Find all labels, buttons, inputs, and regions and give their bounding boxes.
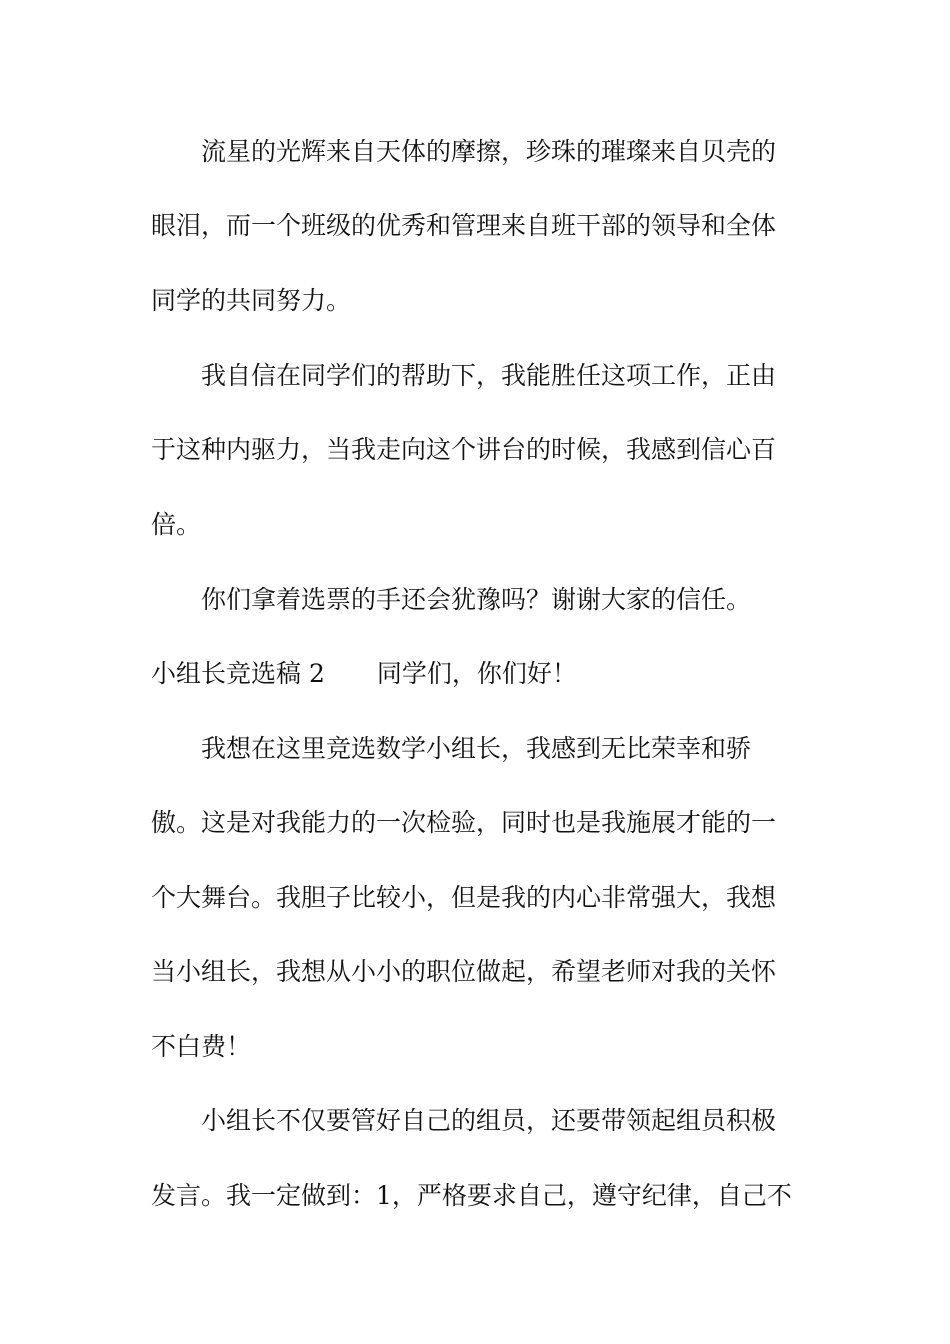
text-line: 于这种内驱力，当我走向这个讲台的时候，我感到信心百	[151, 435, 777, 464]
text-line: 发言。我一定做到：1，严格要求自己，遵守纪律，自己不	[151, 1181, 792, 1210]
text-line: 我想在这里竞选数学小组长，我感到无比荣幸和骄	[201, 734, 752, 763]
text-line: 倍。	[151, 510, 202, 539]
text-line: 同学的共同努力。	[151, 286, 352, 315]
text-line: 你们拿着选票的手还会犹豫吗？谢谢大家的信任。	[201, 585, 752, 614]
text-line: 不白费！	[151, 1032, 252, 1061]
text-line: 流星的光辉来自天体的摩擦，珍珠的璀璨来自贝壳的	[201, 137, 777, 166]
text-line: 当小组长，我想从小小的职位做起，希望老师对我的关怀	[151, 957, 777, 986]
text-line: 傲。这是对我能力的一次检验，同时也是我施展才能的一	[151, 808, 777, 837]
section-title: 小组长竞选稿 2	[151, 659, 325, 688]
text-line: 眼泪，而一个班级的优秀和管理来自班干部的领导和全体	[151, 211, 777, 240]
section-heading	[151, 658, 577, 690]
text-line: 我自信在同学们的帮助下，我能胜任这项工作，正由	[201, 361, 777, 390]
text-line: 个大舞台。我胆子比较小，但是我的内心非常强大，我想	[151, 883, 777, 912]
text-line: 小组长不仅要管好自己的组员，还要带领起组员积极	[201, 1106, 777, 1135]
greeting-text: 同学们，你们好！	[376, 659, 577, 688]
